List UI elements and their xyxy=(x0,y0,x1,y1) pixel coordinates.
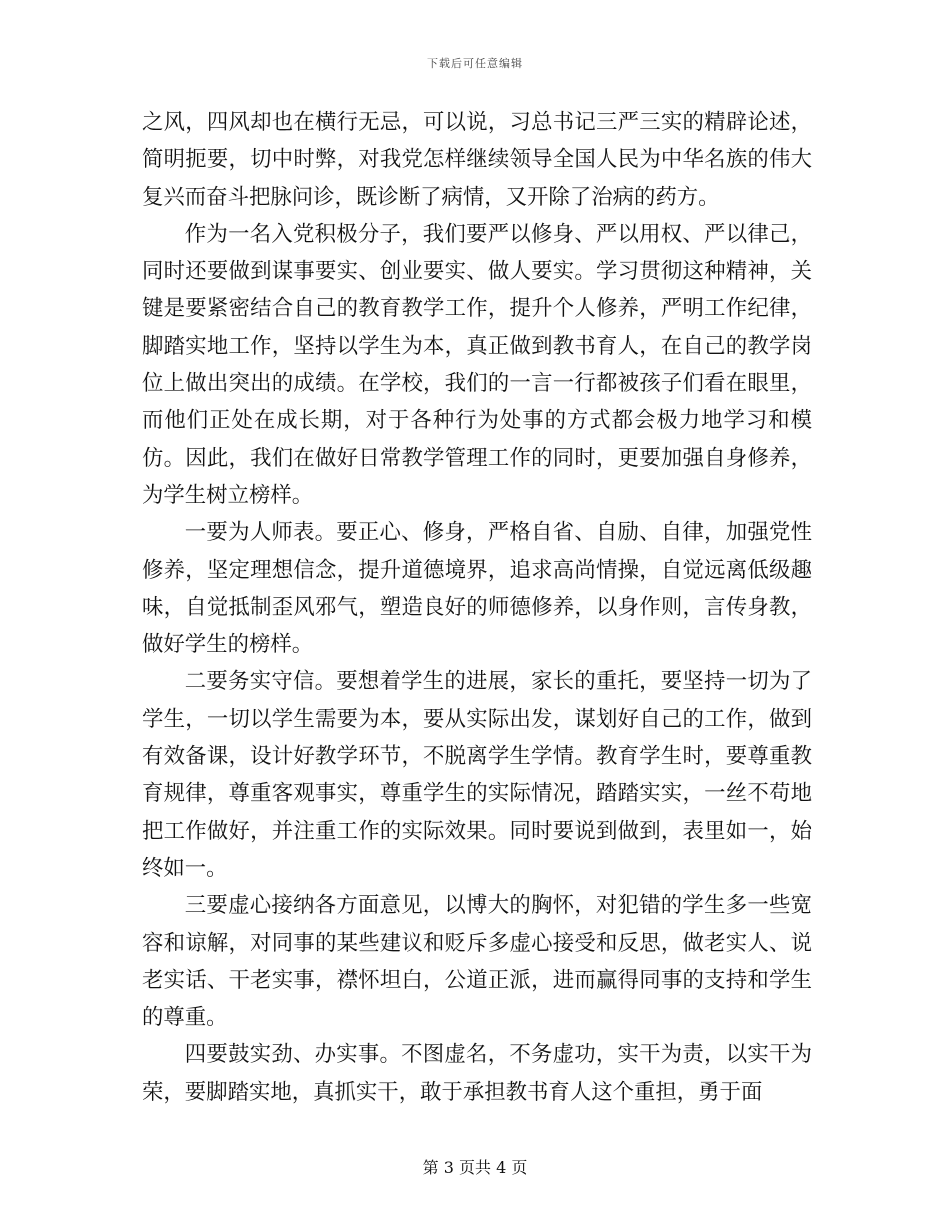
paragraph: 一要为人师表。要正心、修身，严格自省、自励、自律，加强党性修养，坚定理想信念，提升道德境界，追求高尚情操，自觉远离低级趣味，自觉抵制歪风邪气，塑造良好的师德修养，以身作则，言传身教，做好学生的榜样。 xyxy=(142,520,812,658)
paragraph: 四要鼓实劲、办实事。不图虚名，不务虚功，实干为责，以实干为荣，要脚踏实地，真抓实干，敢于承担教书育人这个重担，勇于面 xyxy=(142,1042,812,1105)
page-header: 下载后可任意编辑 xyxy=(427,57,523,70)
paragraph: 作为一名入党积极分子，我们要严以修身、严以用权、严以律己，同时还要做到谋事要实、创业要实、做人要实。学习贯彻这种精神，关键是要紧密结合自己的教育教学工作，提升个人修养，严明工作纪律，脚踏实地工作，坚持以学生为本，真正做到教书育人，在自己的教学岗位上做出突出的成绩。在学校，我们的一言一行都被孩子们看在眼里，而他们正处在成长期，对于各种行为处事的方式都会极力地学习和模仿。因此，我们在做好日常教学管理工作的同时，更要加强自身修养，为学生树立榜样。 xyxy=(142,221,812,508)
document-body xyxy=(142,104,812,1111)
page-footer: 第 3 页共 4 页 xyxy=(422,1158,528,1177)
paragraph: 三要虚心接纳各方面意见，以博大的胸怀，对犯错的学生多一些宽容和谅解，对同事的某些建议和贬斥多虚心接受和反思，做老实人、说老实话、干老实事，襟怀坦白，公道正派，进而赢得同事的支持和学生的尊重。 xyxy=(142,893,812,1031)
paragraph: 之风，四风却也在横行无忌，可以说，习总书记三严三实的精辟论述，简明扼要，切中时弊，对我党怎样继续领导全国人民为中华名族的伟大复兴而奋斗把脉问诊，既诊断了病情，又开除了治病的药方。 xyxy=(142,110,812,210)
paragraph: 二要务实守信。要想着学生的进展，家长的重托，要坚持一切为了学生，一切以学生需要为本，要从实际出发，谋划好自己的工作，做到有效备课，设计好教学环节，不脱离学生学情。教育学生时，要尊重教育规律，尊重客观事实，尊重学生的实际情况，踏踏实实，一丝不苟地把工作做好，并注重工作的实际效果。同时要说到做到，表里如一，始终如一。 xyxy=(142,669,812,881)
